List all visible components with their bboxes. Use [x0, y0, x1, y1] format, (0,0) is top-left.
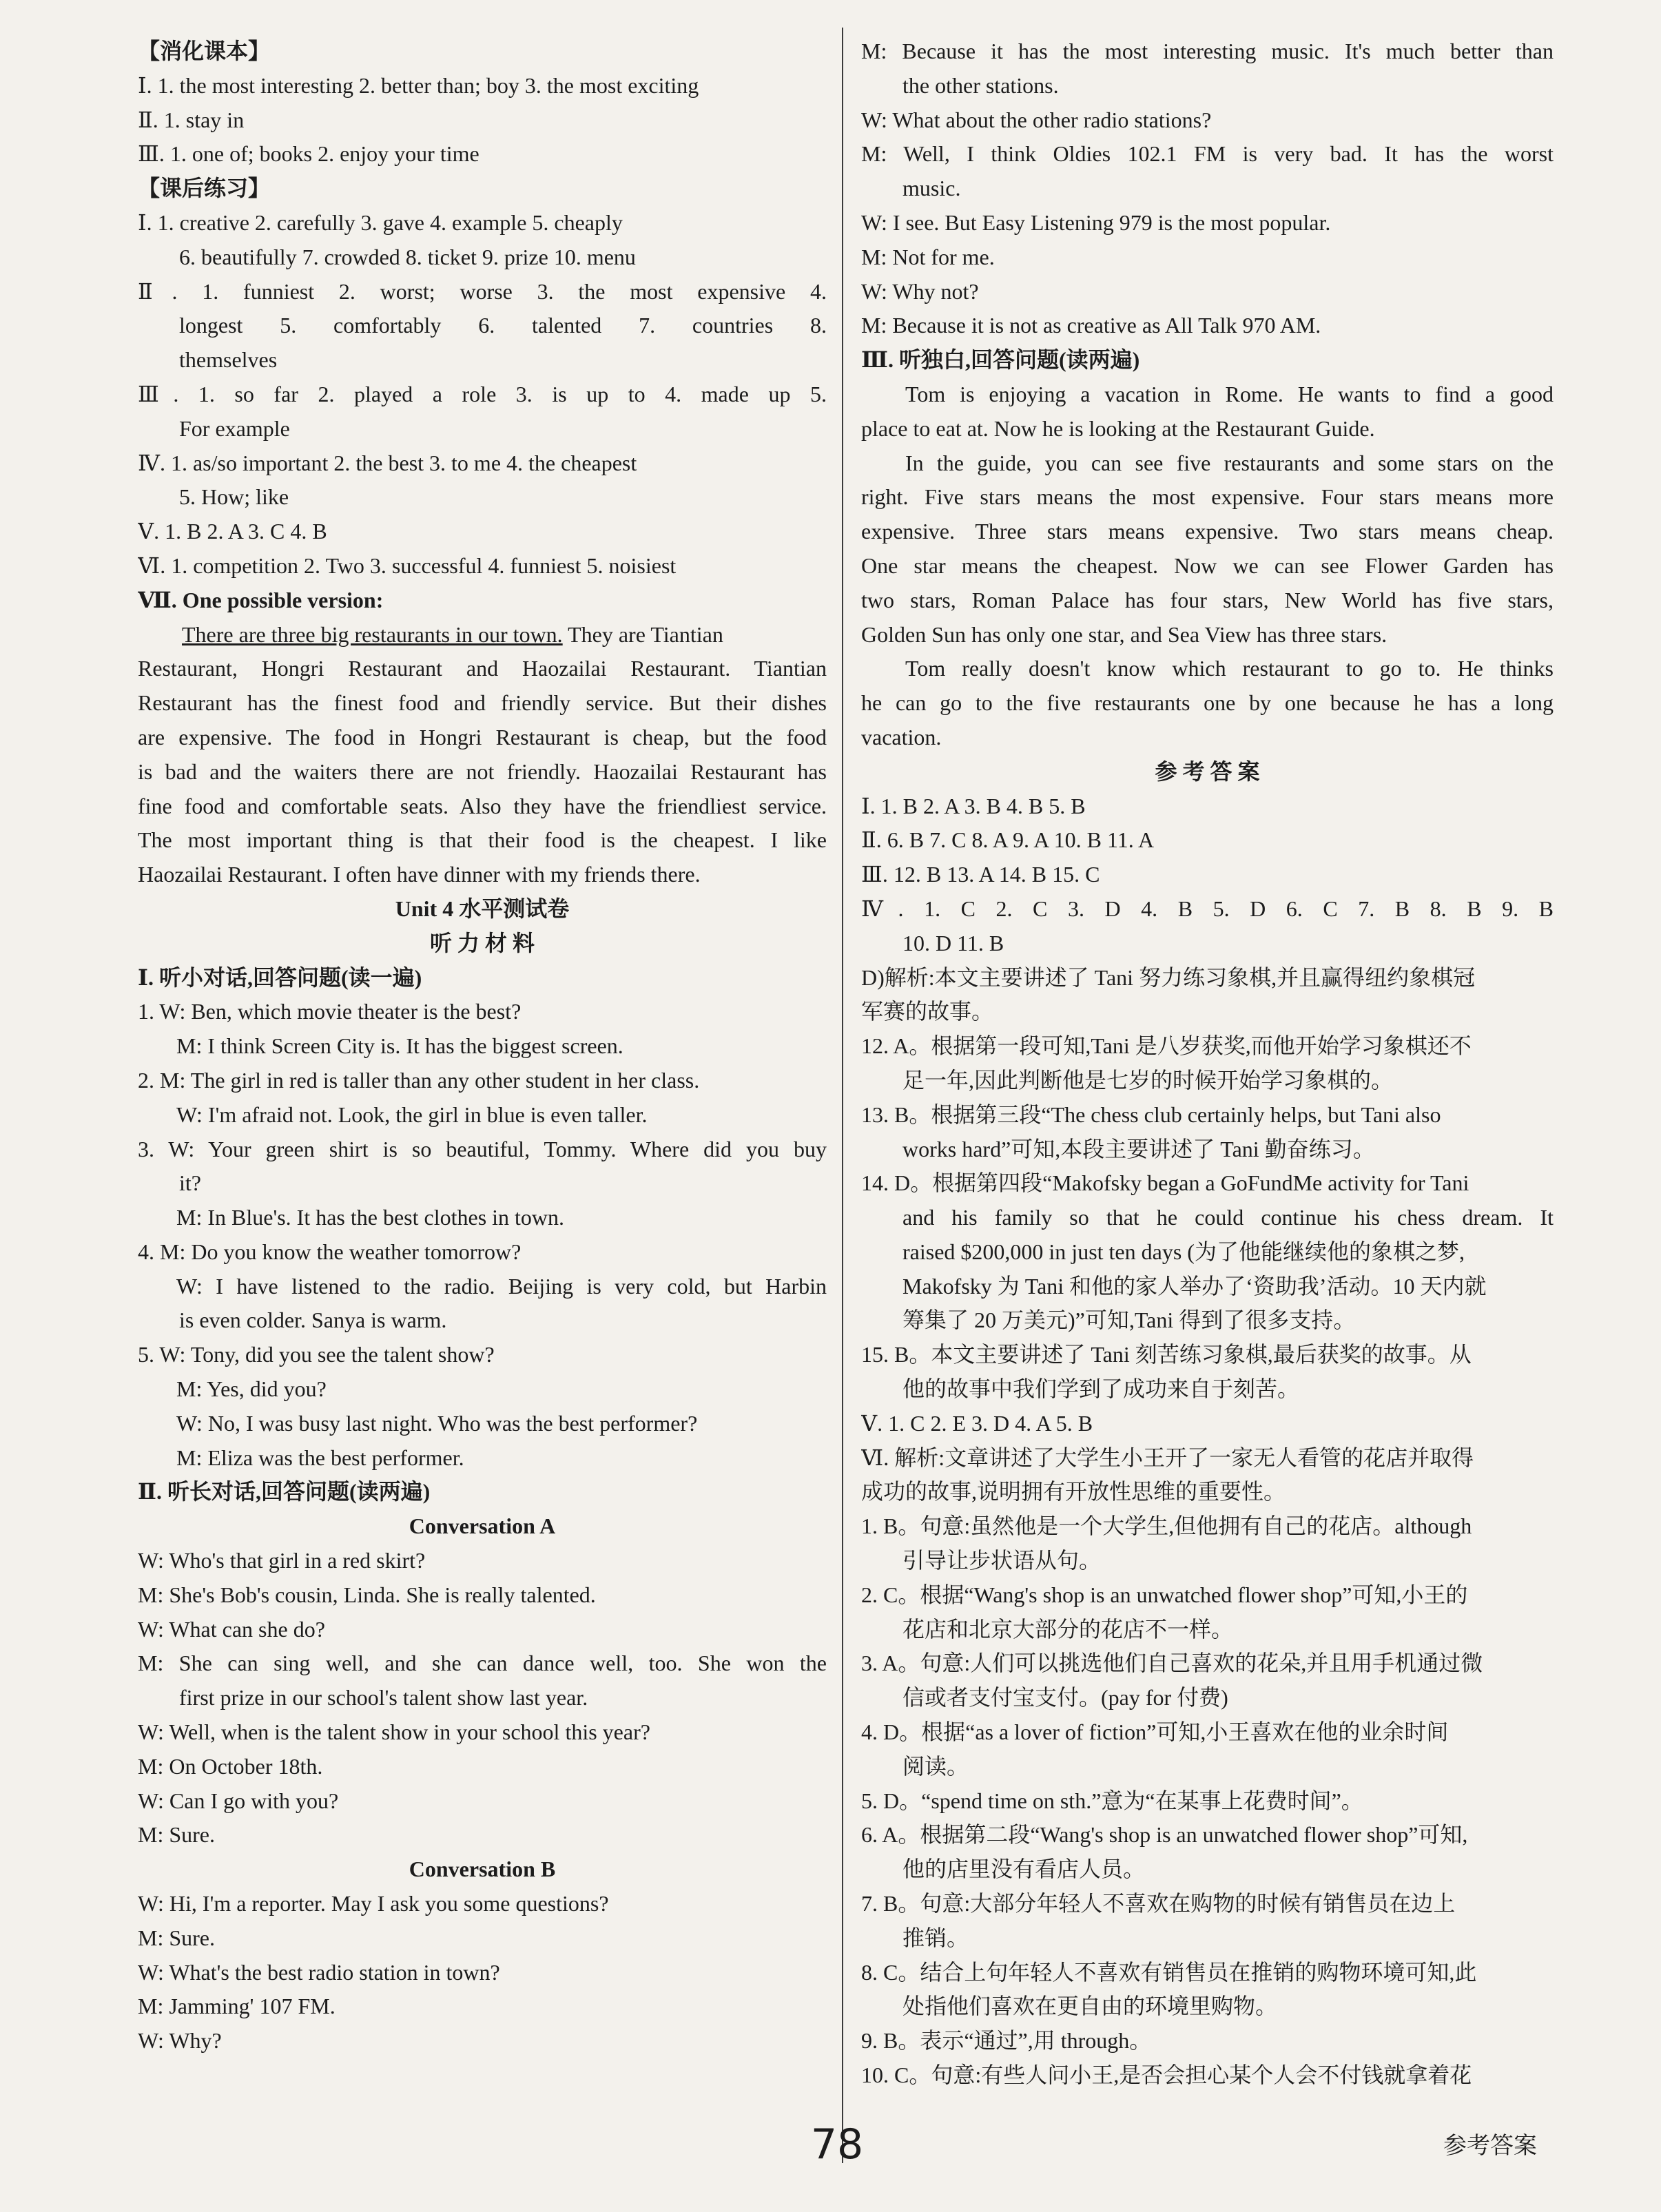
text-line: Ⅳ. 1. C 2. C 3. D 4. B 5. D 6. C 7. B 8. B 9. B	[861, 896, 1554, 921]
text-line: 【消化课本】	[138, 39, 271, 63]
text-line: 3. A。句意:人们可以挑选他们自己喜欢的花朵,并且用手机通过微	[861, 1651, 1483, 1676]
text-line: 6. A。根据第二段“Wang's shop is an unwatched flower shop”可知,	[861, 1822, 1468, 1848]
text-line: Ⅴ. 1. B 2. A 3. C 4. B	[138, 519, 327, 544]
text-line: 14. D。根据第四段“Makofsky began a GoFundMe activity for Tani	[861, 1170, 1469, 1196]
text-line: W: Why not?	[861, 278, 979, 304]
text-line: 处指他们喜欢在更自由的环境里购物。	[902, 1994, 1278, 2019]
text-line: D)解析:本文主要讲述了 Tani 努力练习象棋,并且赢得纽约象棋冠	[861, 964, 1476, 990]
text-line: 花店和北京大部分的花店不一样。	[902, 1616, 1234, 1642]
text-line: Ⅲ. 1. so far 2. played a role 3. is up to 4. made up 5.	[138, 381, 827, 406]
text-line: 他的故事中我们学到了成功来自于刻苦。	[902, 1376, 1300, 1402]
left-column	[138, 34, 827, 2058]
text-continuation: They are Tiantian	[562, 621, 723, 647]
text-line: 13. B。根据第三段“The chess club certainly helps, but Tani also	[861, 1102, 1441, 1127]
text-line: he can go to the five restaurants one by one because he has a long	[861, 690, 1554, 716]
text-line: Ⅵ. 1. competition 2. Two 3. successful 4. funniest 5. noisiest	[138, 552, 677, 578]
text-line: Unit 4 水平测试卷	[395, 896, 570, 921]
text-line: 4. D。根据“as a lover of fiction”可知,小王喜欢在他的业余时间	[861, 1719, 1449, 1745]
text-line: 5. D。“spend time on sth.”意为“在某事上花费时间”。	[861, 1788, 1363, 1813]
text-line: is bad and the waiters there are not friendly. Haozailai Restaurant has	[138, 758, 827, 784]
text-line: 6. beautifully 7. crowded 8. ticket 9. prize 10. menu	[179, 244, 636, 269]
text-line: vacation.	[861, 724, 942, 750]
text-line: Restaurant has the finest food and friendly service. But their dishes	[138, 690, 827, 716]
text-line: Haozailai Restaurant. I often have dinner with my friends there.	[138, 862, 701, 887]
text-line: M: Not for me.	[861, 244, 995, 269]
text-line: For example	[179, 415, 290, 441]
text-line: 听 力 材 料	[429, 930, 535, 955]
text-line: Ⅲ. 12. B 13. A 14. B 15. C	[861, 862, 1100, 887]
text-line: 1. B。句意:虽然他是一个大学生,但他拥有自己的花店。although	[861, 1513, 1472, 1539]
text-line: In the guide, you can see five restaurants and some stars on the	[905, 450, 1554, 475]
text-line: expensive. Three stars means expensive. Two stars means cheap.	[861, 519, 1554, 544]
text-line: M: She's Bob's cousin, Linda. She is really talented.	[138, 1582, 596, 1607]
text-line: 参 考 答 案	[1155, 758, 1260, 784]
text-line: Ⅶ. One possible version:	[138, 587, 384, 612]
text-line: W: Can I go with you?	[138, 1788, 339, 1813]
text-line: 成功的故事,说明拥有开放性思维的重要性。	[861, 1479, 1286, 1505]
text-line: Ⅲ. 听独白,回答问题(读两遍)	[861, 347, 1140, 373]
text-line: Ⅱ. 1. funniest 2. worst; worse 3. the most expensive 4.	[138, 278, 827, 304]
text-line: M: Jamming' 107 FM.	[138, 1994, 336, 2019]
text-line: M: Sure.	[138, 1822, 215, 1848]
text-line: Ⅳ. 1. as/so important 2. the best 3. to me 4. the cheapest	[138, 450, 637, 475]
footer-label: 参考答案	[1443, 2132, 1537, 2160]
text-line: 4. M: Do you know the weather tomorrow?	[138, 1239, 522, 1264]
text-line: 5. W: Tony, did you see the talent show?	[138, 1342, 495, 1367]
text-line: Ⅱ. 6. B 7. C 8. A 9. A 10. B 11. A	[861, 827, 1155, 853]
text-line: M: In Blue's. It has the best clothes in town.	[176, 1205, 565, 1230]
text-line: W: Hi, I'm a reporter. May I ask you some questions?	[138, 1891, 609, 1916]
text-line: is even colder. Sanya is warm.	[179, 1307, 447, 1333]
text-line: themselves	[179, 347, 278, 373]
text-line: 他的店里没有看店人员。	[902, 1857, 1146, 1882]
text-line: 15. B。本文主要讲述了 Tani 刻苦练习象棋,最后获奖的故事。从	[861, 1342, 1472, 1367]
text-line: 足一年,因此判断他是七岁的时候开始学习象棋的。	[902, 1067, 1394, 1093]
text-line	[138, 618, 827, 652]
text-line: Ⅴ. 1. C 2. E 3. D 4. A 5. B	[861, 1410, 1093, 1436]
text-line: it?	[179, 1170, 201, 1196]
text-line: are expensive. The food in Hongri Restaurant is cheap, but the food	[138, 724, 827, 750]
text-line: 【课后练习】	[138, 176, 271, 201]
text-line: 5. How; like	[179, 484, 289, 510]
text-line: W: What about the other radio stations?	[861, 107, 1212, 132]
right-column	[861, 34, 1554, 2093]
column-divider	[842, 28, 843, 2163]
text-line: One star means the cheapest. Now we can see Flower Garden has	[861, 552, 1554, 578]
text-line: Ⅵ. 解析:文章讲述了大学生小王开了一家无人看管的花店并取得	[861, 1445, 1474, 1470]
text-line: two stars, Roman Palace has four stars, New World has five stars,	[861, 587, 1554, 612]
text-line: Tom is enjoying a vacation in Rome. He wants to find a good	[905, 381, 1554, 406]
text-line: music.	[902, 176, 961, 201]
text-line: W: Who's that girl in a red skirt?	[138, 1548, 426, 1573]
underlined-sentence: There are three big restaurants in our town.	[182, 621, 563, 647]
text-line: Ⅰ. 1. the most interesting 2. better than; boy 3. the most exciting	[138, 72, 699, 98]
text-line: raised $200,000 in just ten days (为了他能继续他的象棋之梦,	[902, 1239, 1465, 1264]
text-line: fine food and comfortable seats. Also they have the friendliest service.	[138, 793, 827, 818]
text-line: 筹集了 20 万美元)”可知,Tani 得到了很多支持。	[902, 1307, 1356, 1333]
text-line: Golden Sun has only one star, and Sea View has three stars.	[861, 621, 1387, 647]
text-line: 2. M: The girl in red is taller than any other student in her class.	[138, 1067, 700, 1093]
text-line: works hard”可知,本段主要讲述了 Tani 勤奋练习。	[902, 1136, 1375, 1161]
text-line: W: I see. But Easy Listening 979 is the most popular.	[861, 209, 1331, 235]
text-line: 1. W: Ben, which movie theater is the best?	[138, 999, 522, 1024]
text-line: M: Well, I think Oldies 102.1 FM is very bad. It has the worst	[861, 141, 1554, 167]
text-line: 信或者支付宝支付。(pay for 付费)	[902, 1685, 1228, 1710]
text-line: M: Because it is not as creative as All Talk 970 AM.	[861, 313, 1321, 338]
text-line: 10. C。句意:有些人问小王,是否会担心某个人会不付钱就拿着花	[861, 2063, 1472, 2088]
text-line: M: Yes, did you?	[176, 1376, 327, 1402]
text-line: Ⅲ. 1. one of; books 2. enjoy your time	[138, 141, 479, 167]
text-line: Conversation A	[409, 1513, 556, 1539]
text-line: W: Well, when is the talent show in your school this year?	[138, 1719, 650, 1745]
text-line: Conversation B	[409, 1857, 556, 1882]
text-line: W: What can she do?	[138, 1616, 325, 1642]
text-line: Makofsky 为 Tani 和他的家人举办了‘资助我’活动。10 天内就	[902, 1273, 1487, 1299]
text-line: longest 5. comfortably 6. talented 7. countries 8.	[179, 313, 827, 338]
text-line: 军赛的故事。	[861, 999, 994, 1024]
text-line: first prize in our school's talent show last year.	[179, 1685, 588, 1710]
text-line: W: Why?	[138, 2028, 222, 2054]
text-line: The most important thing is that their food is the cheapest. I like	[138, 827, 827, 853]
text-line: 推销。	[902, 1925, 969, 1950]
text-line: M: Eliza was the best performer.	[176, 1445, 464, 1470]
text-line: 阅读。	[902, 1753, 969, 1779]
text-line: M: On October 18th.	[138, 1753, 323, 1779]
text-line: 7. B。句意:大部分年轻人不喜欢在购物的时候有销售员在边上	[861, 1891, 1456, 1916]
text-line: Tom really doesn't know which restaurant to go to. He thinks	[905, 656, 1554, 681]
text-line: right. Five stars means the most expensive. Four stars means more	[861, 484, 1554, 510]
text-line: W: No, I was busy last night. Who was the best performer?	[176, 1410, 698, 1436]
text-line: 3. W: Your green shirt is so beautiful, Tommy. Where did you buy	[138, 1136, 827, 1161]
text-line: 引导让步状语从句。	[902, 1548, 1102, 1573]
text-line: W: What's the best radio station in town?	[138, 1959, 500, 1985]
text-line: Ⅱ. 1. stay in	[138, 107, 245, 132]
text-line: 8. C。结合上句年轻人不喜欢有销售员在推销的购物环境可知,此	[861, 1959, 1477, 1985]
text-line: and his family so that he could continue his chess dream. It	[902, 1205, 1554, 1230]
text-line: 9. B。表示“通过”,用 through。	[861, 2028, 1152, 2054]
text-line: M: I think Screen City is. It has the biggest screen.	[176, 1033, 623, 1059]
text-line: Ⅰ. 1. creative 2. carefully 3. gave 4. example 5. cheaply	[138, 209, 623, 235]
text-line: 10. D 11. B	[902, 930, 1004, 955]
text-line: W: I'm afraid not. Look, the girl in blue is even taller.	[176, 1102, 648, 1127]
text-line: Restaurant, Hongri Restaurant and Haozailai Restaurant. Tiantian	[138, 656, 827, 681]
text-line: Ⅰ. 1. B 2. A 3. B 4. B 5. B	[861, 793, 1086, 818]
text-line: Ⅱ. 听长对话,回答问题(读两遍)	[138, 1479, 431, 1505]
text-line: M: She can sing well, and she can dance well, too. She won the	[138, 1651, 827, 1676]
text-line: M: Sure.	[138, 1925, 215, 1950]
page-number: 78	[810, 2120, 864, 2169]
text-line: M: Because it has the most interesting music. It's much better than	[861, 39, 1554, 63]
text-line: 12. A。根据第一段可知,Tani 是八岁获奖,而他开始学习象棋还不	[861, 1033, 1472, 1059]
text-line: Ⅰ. 听小对话,回答问题(读一遍)	[138, 964, 422, 990]
text-line: 2. C。根据“Wang's shop is an unwatched flower shop”可知,小王的	[861, 1582, 1468, 1607]
text-line: W: I have listened to the radio. Beijing is very cold, but Harbin	[176, 1273, 827, 1299]
text-line: place to eat at. Now he is looking at the Restaurant Guide.	[861, 415, 1375, 441]
text-line: the other stations.	[902, 72, 1059, 98]
